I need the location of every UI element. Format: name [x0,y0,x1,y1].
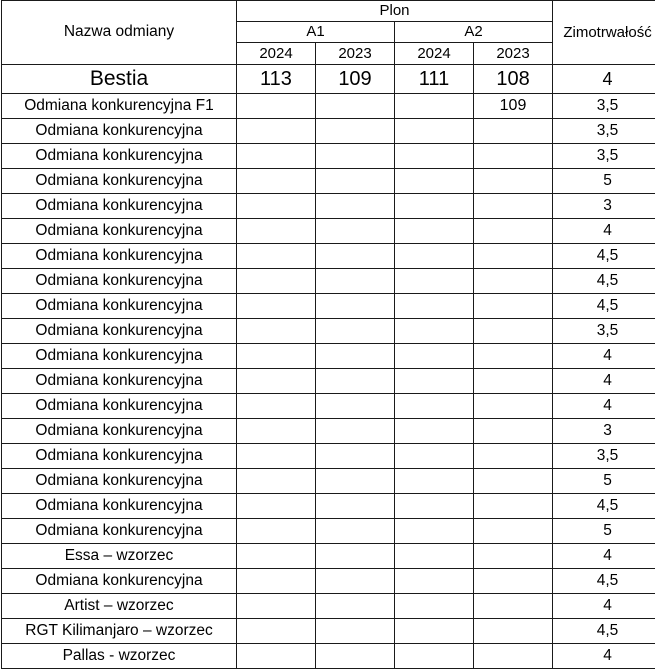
cell-yield-value: 108 [316,494,395,519]
header-a1-2023: 2023 [316,43,395,65]
cell-yield-value: 101 [474,644,553,669]
cell-variety-name: Odmiana konkurencyjna [2,119,237,144]
cell-variety-name: Odmiana konkurencyjna [2,294,237,319]
table-row [2,519,655,544]
cell-yield-value: 111 [395,65,474,94]
cell-winter-hardiness: 4 [553,394,655,419]
cell-winter-hardiness: 3 [553,419,655,444]
table-row [2,169,655,194]
cell-yield-value: 102 [395,469,474,494]
cell-variety-name: Artist – wzorzec [2,594,237,619]
table-row [2,94,655,119]
header-site-a1: A1 [237,22,395,43]
cell-yield-value: 103 [316,344,395,369]
header-site-a2: A2 [395,22,553,43]
cell-yield-value: 108 [474,65,553,94]
cell-yield-value: 99 [316,644,395,669]
cell-winter-hardiness: 4,5 [553,244,655,269]
table-row [2,544,655,569]
cell-yield-value: 97 [316,619,395,644]
cell-yield-value: 104 [237,544,316,569]
cell-yield-value: 109 [395,94,474,119]
cell-yield-value: 105 [474,569,553,594]
cell-variety-name: Pallas - wzorzec [2,644,237,669]
header-yield-group: Plon [237,1,553,22]
cell-yield-value: 110 [237,144,316,169]
cell-winter-hardiness: 5 [553,169,655,194]
cell-winter-hardiness: 4 [553,219,655,244]
cell-yield-value: 105 [474,244,553,269]
cell-yield-value: 101 [474,344,553,369]
cell-yield-value: 113 [237,65,316,94]
cell-yield-value: 98 [395,619,474,644]
cell-yield-value: 103 [316,269,395,294]
cell-winter-hardiness: 4,5 [553,569,655,594]
cell-variety-name: Odmiana konkurencyjna [2,244,237,269]
table-body [2,65,655,669]
cell-yield-value: 97 [474,619,553,644]
cell-variety-name: Odmiana konkurencyjna F1 [2,94,237,119]
cell-variety-name: Odmiana konkurencyjna [2,169,237,194]
cell-yield-value: 100 [474,169,553,194]
cell-variety-name: Bestia [2,65,237,94]
cell-variety-name: Odmiana konkurencyjna [2,144,237,169]
cell-yield-value: 105 [395,394,474,419]
cell-winter-hardiness: 3 [553,194,655,219]
cell-variety-name: Odmiana konkurencyjna [2,419,237,444]
cell-yield-value: 107 [237,319,316,344]
table-row [2,594,655,619]
cell-variety-name: Odmiana konkurencyjna [2,519,237,544]
table-row [2,494,655,519]
table-row [2,369,655,394]
table-row [2,244,655,269]
cell-yield-value: 108 [316,544,395,569]
cell-yield-value: 105 [395,244,474,269]
cell-yield-value: 107 [237,344,316,369]
cell-yield-value: 106 [395,219,474,244]
cell-yield-value: 102 [316,594,395,619]
cell-yield-value: 105 [316,94,395,119]
cell-yield-value: 104 [395,444,474,469]
cell-yield-value: 105 [237,469,316,494]
cell-yield-value: 106 [474,144,553,169]
cell-yield-value: 108 [474,544,553,569]
cell-variety-name: Odmiana konkurencyjna [2,494,237,519]
cell-yield-value: 104 [237,569,316,594]
cell-yield-value: 103 [474,194,553,219]
cell-yield-value: 107 [316,419,395,444]
cell-winter-hardiness: 4 [553,344,655,369]
cell-winter-hardiness: 4 [553,644,655,669]
cell-yield-value: 105 [395,319,474,344]
cell-variety-name: Odmiana konkurencyjna [2,344,237,369]
cell-winter-hardiness: 4 [553,369,655,394]
cell-yield-value: 107 [237,294,316,319]
header-a2-2024: 2024 [395,43,474,65]
cell-winter-hardiness: 4 [553,594,655,619]
variety-yield-table [1,0,655,669]
cell-winter-hardiness: 3,5 [553,94,655,119]
cell-yield-value: 103 [395,419,474,444]
cell-yield-value: 109 [474,94,553,119]
cell-yield-value: 101 [474,394,553,419]
cell-winter-hardiness: 3,5 [553,444,655,469]
cell-yield-value: 104 [474,419,553,444]
cell-yield-value: 101 [395,569,474,594]
cell-yield-value: 104 [395,144,474,169]
table-row [2,419,655,444]
cell-winter-hardiness: 3,5 [553,319,655,344]
cell-yield-value: 102 [395,519,474,544]
cell-variety-name: Odmiana konkurencyjna [2,194,237,219]
cell-yield-value: 101 [395,269,474,294]
cell-yield-value: 113 [237,94,316,119]
cell-yield-value: 104 [316,169,395,194]
cell-variety-name: Essa – wzorzec [2,544,237,569]
table-row [2,619,655,644]
table-row [2,269,655,294]
table-header [2,1,655,65]
table-row [2,394,655,419]
cell-yield-value: 105 [316,369,395,394]
cell-yield-value: 107 [316,569,395,594]
cell-yield-value: 103 [474,219,553,244]
cell-yield-value: 105 [316,194,395,219]
cell-yield-value: 101 [395,344,474,369]
cell-yield-value: 104 [395,294,474,319]
cell-yield-value: 102 [316,294,395,319]
cell-yield-value: 101 [474,319,553,344]
cell-yield-value: 111 [237,119,316,144]
cell-yield-value: 103 [474,369,553,394]
cell-yield-value: 101 [474,519,553,544]
cell-variety-name: Odmiana konkurencyjna [2,269,237,294]
cell-yield-value: 109 [237,169,316,194]
header-variety-name: Nazwa odmiany [2,1,237,65]
cell-yield-value: 107 [237,369,316,394]
cell-yield-value: 105 [237,519,316,544]
cell-variety-name: Odmiana konkurencyjna [2,394,237,419]
cell-yield-value: 104 [395,494,474,519]
table-row [2,444,655,469]
cell-yield-value: 109 [316,65,395,94]
cell-yield-value: 99 [395,644,474,669]
header-a2-2023: 2023 [474,43,553,65]
table-row [2,644,655,669]
cell-yield-value: 108 [237,244,316,269]
cell-variety-name: Odmiana konkurencyjna [2,469,237,494]
cell-yield-value: 103 [474,444,553,469]
cell-yield-value: 102 [474,594,553,619]
cell-yield-value: 101 [474,294,553,319]
cell-yield-value: 106 [237,444,316,469]
header-a1-2024: 2024 [237,43,316,65]
header-winter-hardiness: Zimotrwałość [553,1,655,65]
cell-yield-value: 105 [237,494,316,519]
cell-yield-value: 108 [237,269,316,294]
cell-yield-value: 100 [237,594,316,619]
cell-yield-value: 105 [395,119,474,144]
table-row [2,294,655,319]
header-row-group [2,1,655,22]
table-row [2,469,655,494]
cell-variety-name: Odmiana konkurencyjna [2,369,237,394]
cell-yield-value: 108 [237,219,316,244]
cell-winter-hardiness: 3,5 [553,119,655,144]
cell-yield-value: 105 [316,119,395,144]
cell-variety-name: Odmiana konkurencyjna [2,219,237,244]
cell-yield-value: 104 [316,444,395,469]
cell-winter-hardiness: 4,5 [553,494,655,519]
cell-yield-value: 103 [474,269,553,294]
cell-yield-value: 103 [395,169,474,194]
table-row [2,65,655,94]
cell-variety-name: Odmiana konkurencyjna [2,444,237,469]
cell-winter-hardiness: 4 [553,544,655,569]
cell-variety-name: Odmiana konkurencyjna [2,319,237,344]
cell-yield-value: 100 [237,619,316,644]
cell-yield-value: 106 [316,219,395,244]
cell-yield-value: 99 [395,594,474,619]
table-row [2,144,655,169]
cell-yield-value: 103 [316,519,395,544]
cell-yield-value: 100 [474,469,553,494]
table-row [2,194,655,219]
cell-yield-value: 103 [474,494,553,519]
table-row [2,344,655,369]
cell-yield-value: 106 [237,394,316,419]
cell-yield-value: 107 [395,194,474,219]
cell-winter-hardiness: 3,5 [553,144,655,169]
table-row [2,569,655,594]
table-row [2,119,655,144]
cell-yield-value: 104 [395,544,474,569]
cell-winter-hardiness: 4 [553,65,655,94]
table-row [2,319,655,344]
cell-variety-name: Odmiana konkurencyjna [2,569,237,594]
cell-yield-value: 103 [395,369,474,394]
cell-yield-value: 106 [316,144,395,169]
cell-yield-value: 105 [316,319,395,344]
cell-winter-hardiness: 4,5 [553,269,655,294]
cell-winter-hardiness: 4,5 [553,294,655,319]
cell-yield-value: 104 [316,394,395,419]
cell-winter-hardiness: 5 [553,469,655,494]
cell-winter-hardiness: 4,5 [553,619,655,644]
cell-yield-value: 106 [237,419,316,444]
cell-winter-hardiness: 5 [553,519,655,544]
cell-yield-value: 97 [237,644,316,669]
cell-yield-value: 108 [237,194,316,219]
table-row [2,219,655,244]
cell-yield-value: 107 [316,244,395,269]
cell-yield-value: 103 [316,469,395,494]
cell-variety-name: RGT Kilimanjaro – wzorzec [2,619,237,644]
cell-yield-value: 105 [474,119,553,144]
